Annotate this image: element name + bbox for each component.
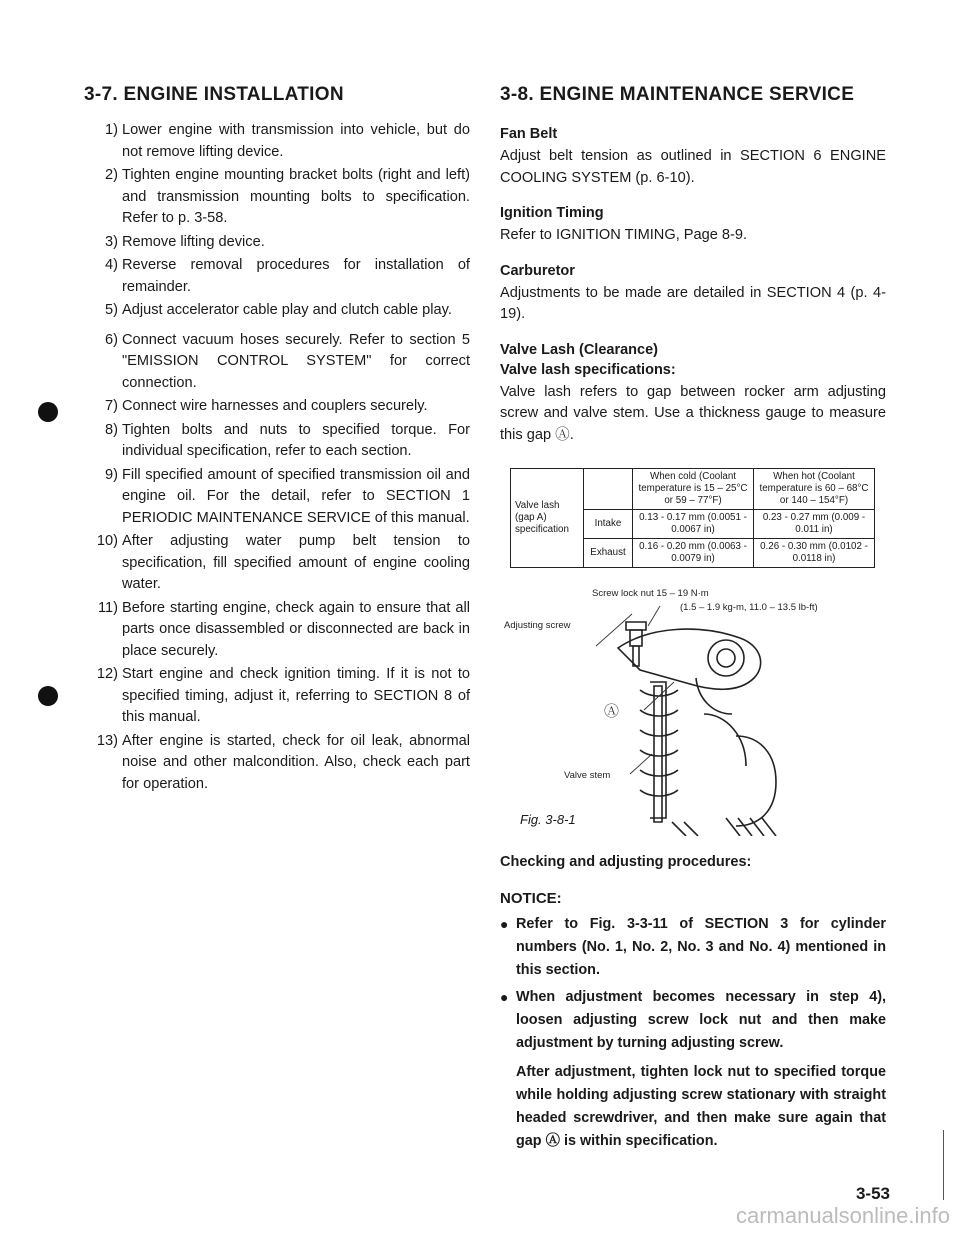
table-exhaust-label: Exhaust <box>584 539 633 568</box>
adjusting-screw-label: Adjusting screw <box>504 620 571 631</box>
subhead-valve-lash: Valve Lash (Clearance) <box>500 341 658 358</box>
watermark: carmanualsonline.info <box>735 1203 950 1228</box>
margin-rule <box>943 1130 944 1200</box>
table-col-cold: When cold (Coolant temperature is 15 – 25°C or 59 – 77°F) <box>633 469 754 510</box>
torque-label: Screw lock nut 15 – 19 N·m <box>592 588 709 599</box>
step-item: 11) Before starting engine, check again to ensure that all parts once disassembled or disconnected are back in place securely. <box>97 599 470 659</box>
binder-hole-top <box>38 402 58 422</box>
table-row-label: Valve lash (gap A) specification <box>511 469 584 568</box>
table-exhaust-hot: 0.26 - 0.30 mm (0.0102 - 0.0118 in) <box>754 539 875 568</box>
step-item: 4) Reverse removal procedures for installation of remainder. <box>105 257 470 295</box>
valve-lash-spec-table <box>510 468 875 568</box>
installation-steps <box>84 120 470 795</box>
table-intake-hot: 0.23 - 0.27 mm (0.009 - 0.011 in) <box>754 510 875 539</box>
notice-item: ● When adjustment becomes necessary in step 4), loosen adjusting screw lock nut and then make adjustment by turning adjusting screw. After adjustment, tighten lock nut to specified torque while holding adjusting screw stationary with straight headed screwdriver, and then make sure again that gap Ⓐ is within specification. <box>500 986 886 1153</box>
notice-item: ● Refer to Fig. 3-3-11 of SECTION 3 for cylinder numbers (No. 1, No. 2, No. 3 and No. 4) mentioned in this section. <box>500 913 886 982</box>
step-item: 9) Fill specified amount of specified transmission oil and engine oil. For the detail, refer to SECTION 1 PERIODIC MAINTENANCE SERVICE of this manual. <box>105 466 470 526</box>
step-item: 5) Adjust accelerator cable play and clutch cable play. <box>105 302 452 318</box>
step-item: 12) Start engine and check ignition timing. If it is not to specified timing, adjust it, referring to SECTION 8 of this manual. <box>96 666 470 725</box>
table-col-hot: When hot (Coolant temperature is 60 – 68°C or 140 – 154°F) <box>754 469 875 510</box>
table-empty-cell <box>584 469 633 510</box>
step-item: 1) Lower engine with transmission into vehicle, but do not remove lifting device. <box>105 122 470 160</box>
step-item: 6) Connect vacuum hoses securely. Refer to section 5 "EMISSION CONTROL SYSTEM" for correct connection. <box>105 331 470 391</box>
step-item: 13) After engine is started, check for oil leak, abnormal noise and other malcondition. Also, check each part for operation. <box>96 732 470 792</box>
subhead-fan-belt: Fan Belt <box>500 126 558 142</box>
table-intake-label: Intake <box>584 510 633 539</box>
notice-title: NOTICE: <box>500 890 562 907</box>
ignition-timing-text: Refer to IGNITION TIMING, Page 8-9. <box>500 227 748 243</box>
step-item: 8) Tighten bolts and nuts to specified torque. For individual specification, refer to each section. <box>105 421 470 459</box>
fan-belt-text: Adjust belt tension as outlined in SECTION 6 ENGINE COOLING SYSTEM (p. 6-10). <box>500 148 886 186</box>
subhead-procedures: Checking and adjusting procedures: <box>500 854 752 870</box>
step-item: 7) Connect wire harnesses and couplers securely. <box>105 398 428 414</box>
binder-hole-bottom <box>38 686 58 706</box>
step-item: 2) Tighten engine mounting bracket bolts (right and left) and transmission mounting bolts to specification. Refer to p. 3-58. <box>105 167 470 226</box>
bullet-icon: ● <box>500 916 509 932</box>
page-number: 3-53 <box>855 1184 890 1203</box>
section-title-engine-installation: 3-7. ENGINE INSTALLATION <box>84 84 344 105</box>
notice-list <box>500 913 886 1153</box>
valve-stem-label: Valve stem <box>564 770 611 781</box>
subhead-ignition-timing: Ignition Timing <box>500 205 604 221</box>
gap-a-marker: Ⓐ <box>604 703 620 720</box>
figure-caption: Fig. 3-8-1 <box>520 812 576 827</box>
step-item: 10) After adjusting water pump belt tension to specification, fill specified amount of engine cooling water. <box>96 533 470 592</box>
subhead-valve-lash-spec: Valve lash specifications: <box>500 361 676 378</box>
table-intake-cold: 0.13 - 0.17 mm (0.0051 - 0.0067 in) <box>633 510 754 539</box>
subhead-carburetor: Carburetor <box>500 262 575 279</box>
step-item: 3) Remove lifting device. <box>105 233 265 250</box>
valve-lash-text: Valve lash refers to gap between rocker arm adjusting screw and valve stem. Use a thickness gauge to measure this gap Ⓐ. <box>500 383 886 443</box>
carburetor-text: Adjustments to be made are detailed in SECTION 4 (p. 4-19). <box>500 284 886 322</box>
table-exhaust-cold: 0.16 - 0.20 mm (0.0063 - 0.0079 in) <box>633 539 754 568</box>
left-column <box>84 84 470 797</box>
right-column <box>500 84 886 1157</box>
bullet-icon: ● <box>500 989 509 1005</box>
rocker-arm-figure <box>500 586 886 836</box>
section-title-maintenance-service: 3-8. ENGINE MAINTENANCE SERVICE <box>500 84 855 105</box>
torque-label-units: (1.5 – 1.9 kg-m, 11.0 – 13.5 lb-ft) <box>680 602 818 613</box>
